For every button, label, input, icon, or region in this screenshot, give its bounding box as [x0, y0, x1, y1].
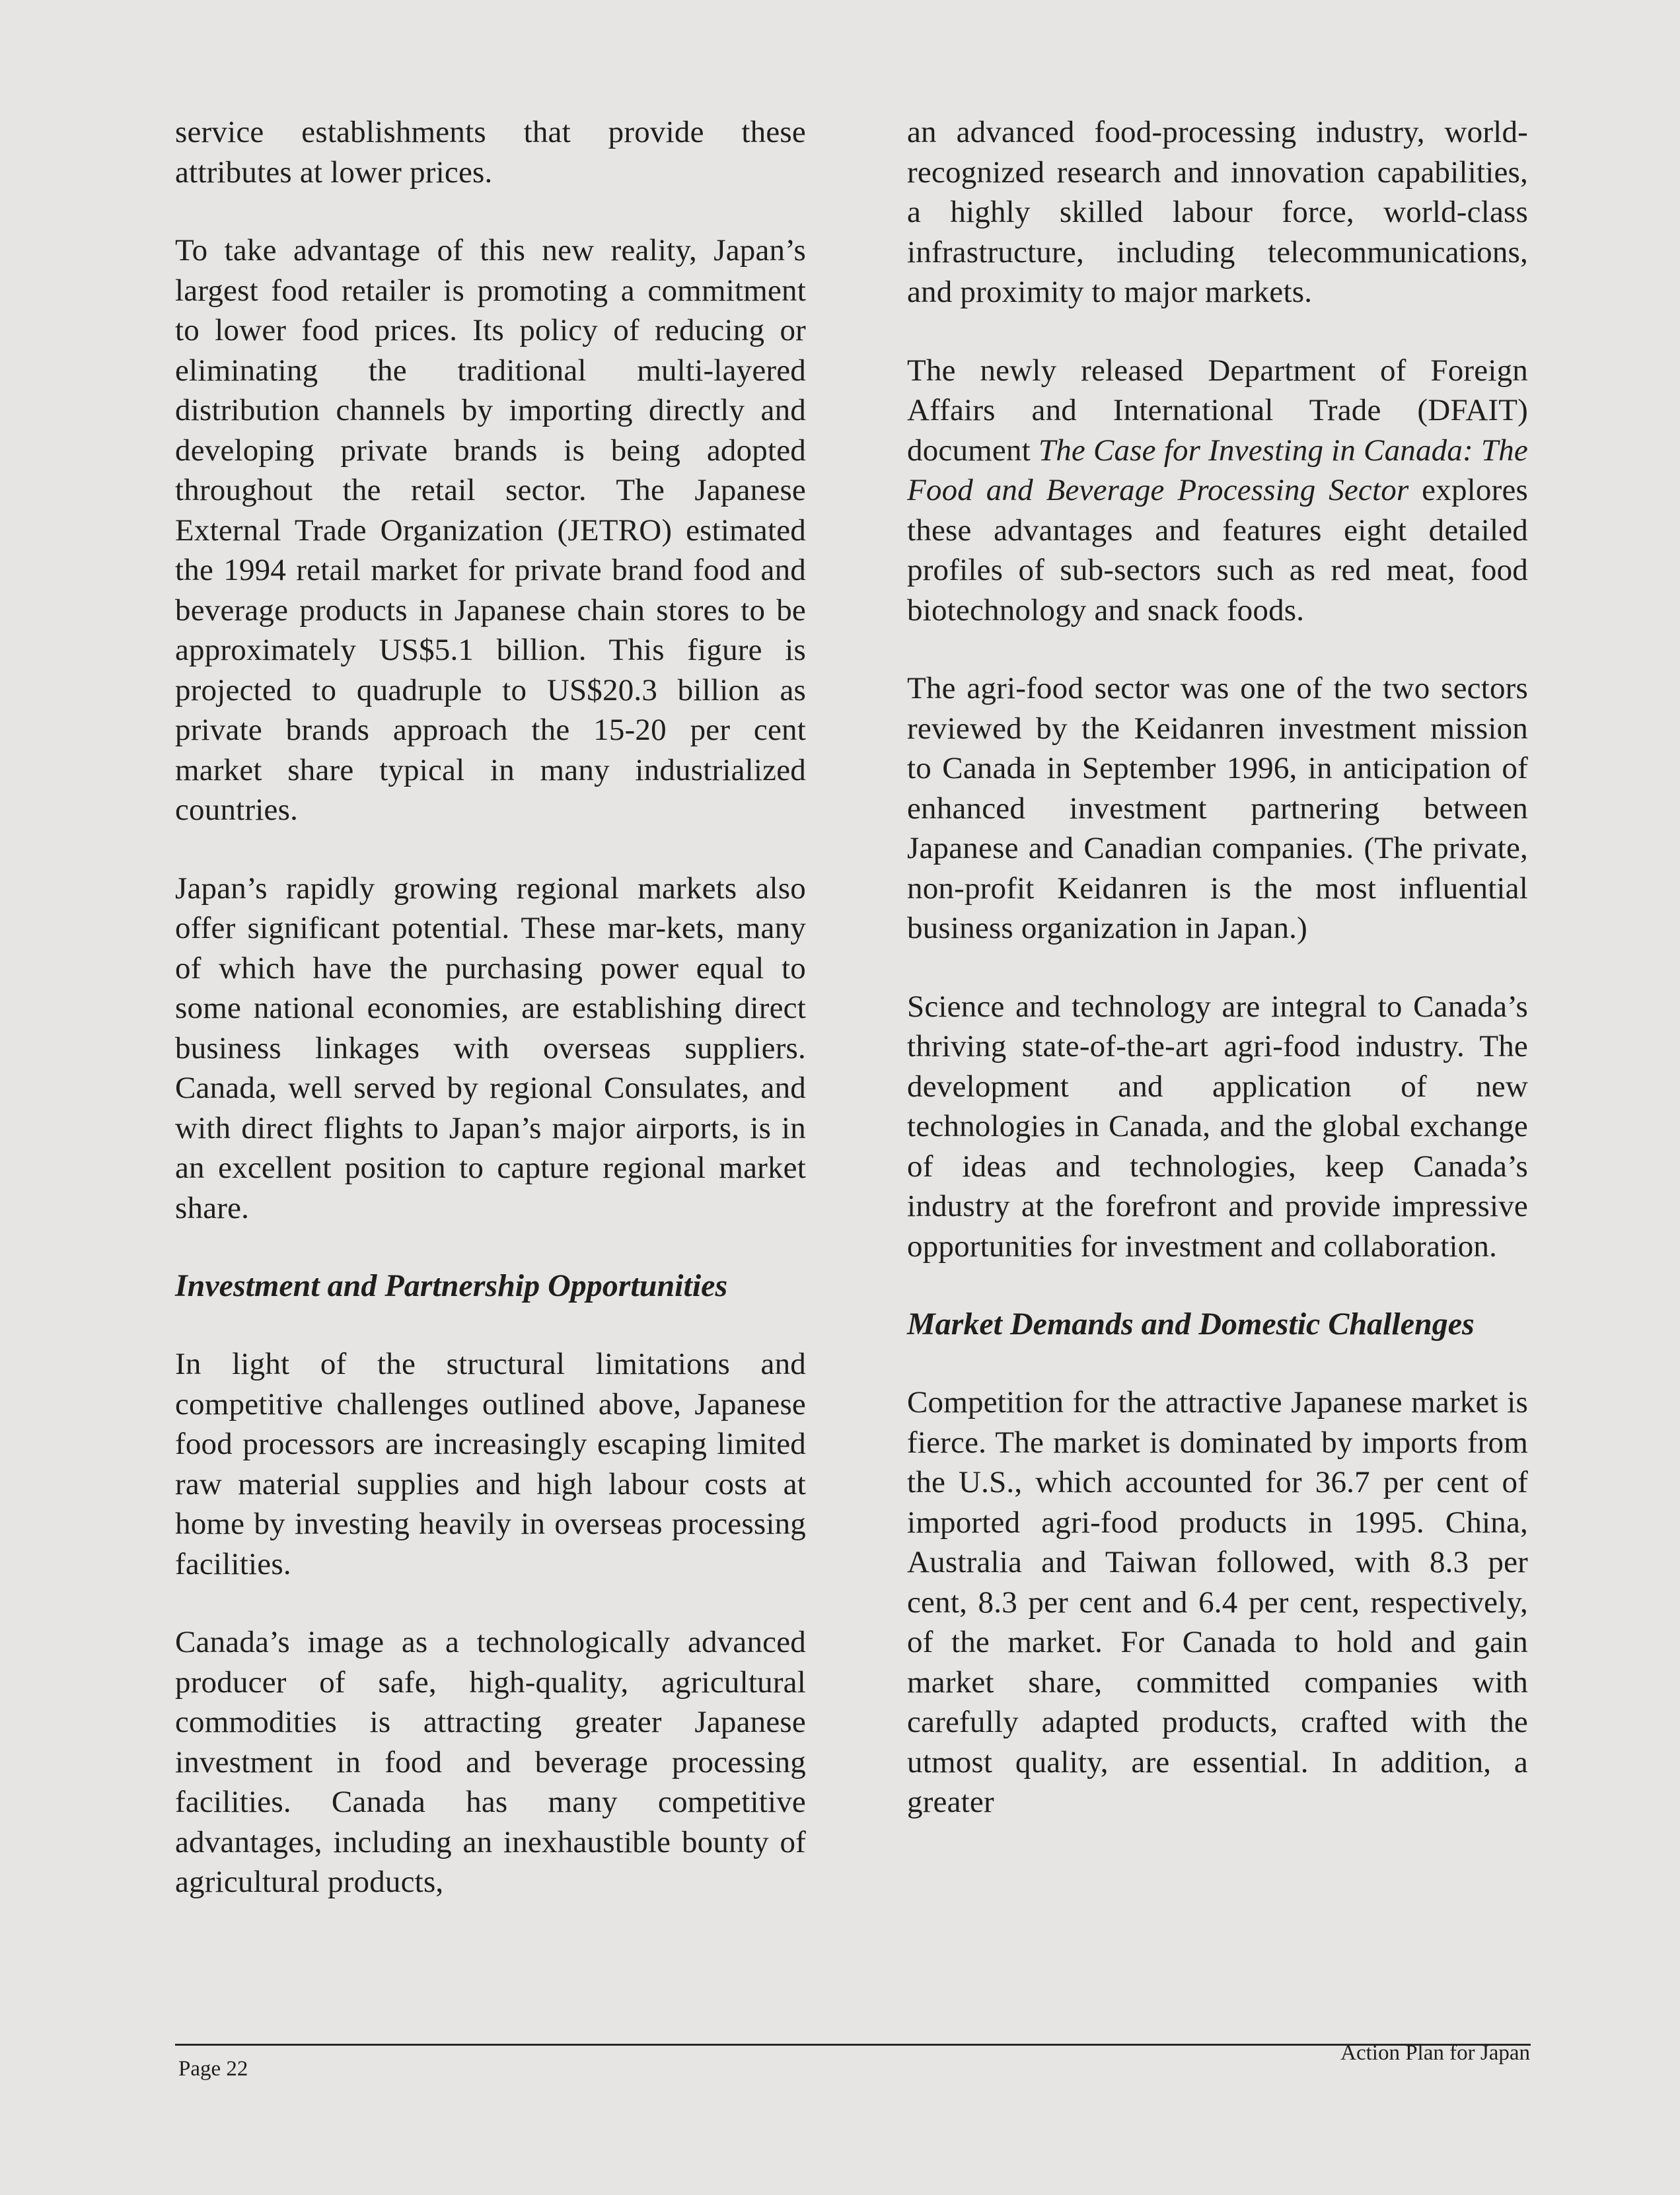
page-number: Page 22: [178, 2057, 248, 2081]
paragraph: an advanced food-processing industry, world-recognized research and innovation capabilities, a highly skilled labour force, world-class infrastructure, including telecommunications, and proximity to major markets.: [907, 115, 1528, 309]
paragraph-text: explores these advantages and features eight detailed profiles of sub-sectors such as red meat, food biotechnology and snack foods.: [907, 473, 1528, 628]
paragraph-text: The newly released Department of Foreign Affairs and International Trade (DFAIT) document: [907, 353, 1528, 468]
paragraph: To take advantage of this new reality, Japan’s largest food retailer is promoting a commitment to lower food prices. Its policy of reducing or eliminating the traditional multi-layered distribution channels by importing directly and developing private brands is being adopted throughout the retail sector. The Japanese External Trade Organization (JETRO) estimated the 1994 retail market for private brand food and beverage products in Japanese chain stores to be approximately US$5.1 billion. This figure is projected to quadruple to US$20.3 billion as private brands approach the 15-20 per cent market share typical in many industrialized countries.: [175, 233, 806, 827]
paragraph: Science and technology are integral to Canada’s thriving state-of-the-art agri-food industry. The development and application of new technologies in Canada, and the global exchange of ideas and technologies, keep Canada’s industry at the forefront and provide impressive opportunities for investment and collaboration.: [907, 989, 1528, 1264]
document-title: The Case for Investing in Canada: The Food and Beverage Processing Sector: [907, 433, 1528, 507]
paragraph: service establishments that provide these attributes at lower prices.: [175, 115, 806, 190]
section-heading-market: Market Demands and Domestic Challenges: [907, 1307, 1475, 1342]
paragraph: Competition for the attractive Japanese market is fierce. The market is dominated by imports from the U.S., which accounted for 36.7 per cent of imported agri-food products in 1995. China, Australia and Taiwan followed, with 8.3 per cent, 8.3 per cent and 6.4 per cent, respectively, of the market. For Canada to hold and gain market share, committed companies with carefully adapted products, crafted with the utmost quality, are essential. In addition, a greater: [907, 1385, 1528, 1819]
paragraph: Japan’s rapidly growing regional markets also offer significant potential. These mar-kets, many of which have the purchasing power equal to some national economies, are establishing direct business linkages with overseas suppliers. Canada, well served by regional Consulates, and with direct flights to Japan’s major airports, is in an excellent position to capture regional market share.: [175, 871, 806, 1225]
right-column: [907, 112, 1528, 1861]
paragraph: Canada’s image as a technologically advanced producer of safe, high-quality, agricultural commodities is attracting greater Japanese investment in food and beverage processing facilities. Canada has many competitive advantages, including an inexhaustible bounty of agricultural products,: [175, 1625, 806, 1899]
section-heading-investment: Investment and Partnership Opportunities: [175, 1268, 728, 1303]
paragraph: In light of the structural limitations and competitive challenges outlined above, Japanese food processors are increasingly escaping limited raw material supplies and high labour costs at home by investing heavily in overseas processing facilities.: [175, 1347, 806, 1581]
paragraph: [907, 351, 1528, 631]
footer-title: Action Plan for Japan: [1340, 2041, 1530, 2065]
paragraph: The agri-food sector was one of the two sectors reviewed by the Keidanren investment mission to Canada in September 1996, in anticipation of enhanced investment partnering between Japanese and Canadian companies. (The private, non-profit Keidanren is the most influential business organization in Japan.): [907, 671, 1528, 945]
footer-rule: [175, 2044, 1531, 2046]
left-column: [175, 112, 806, 1941]
